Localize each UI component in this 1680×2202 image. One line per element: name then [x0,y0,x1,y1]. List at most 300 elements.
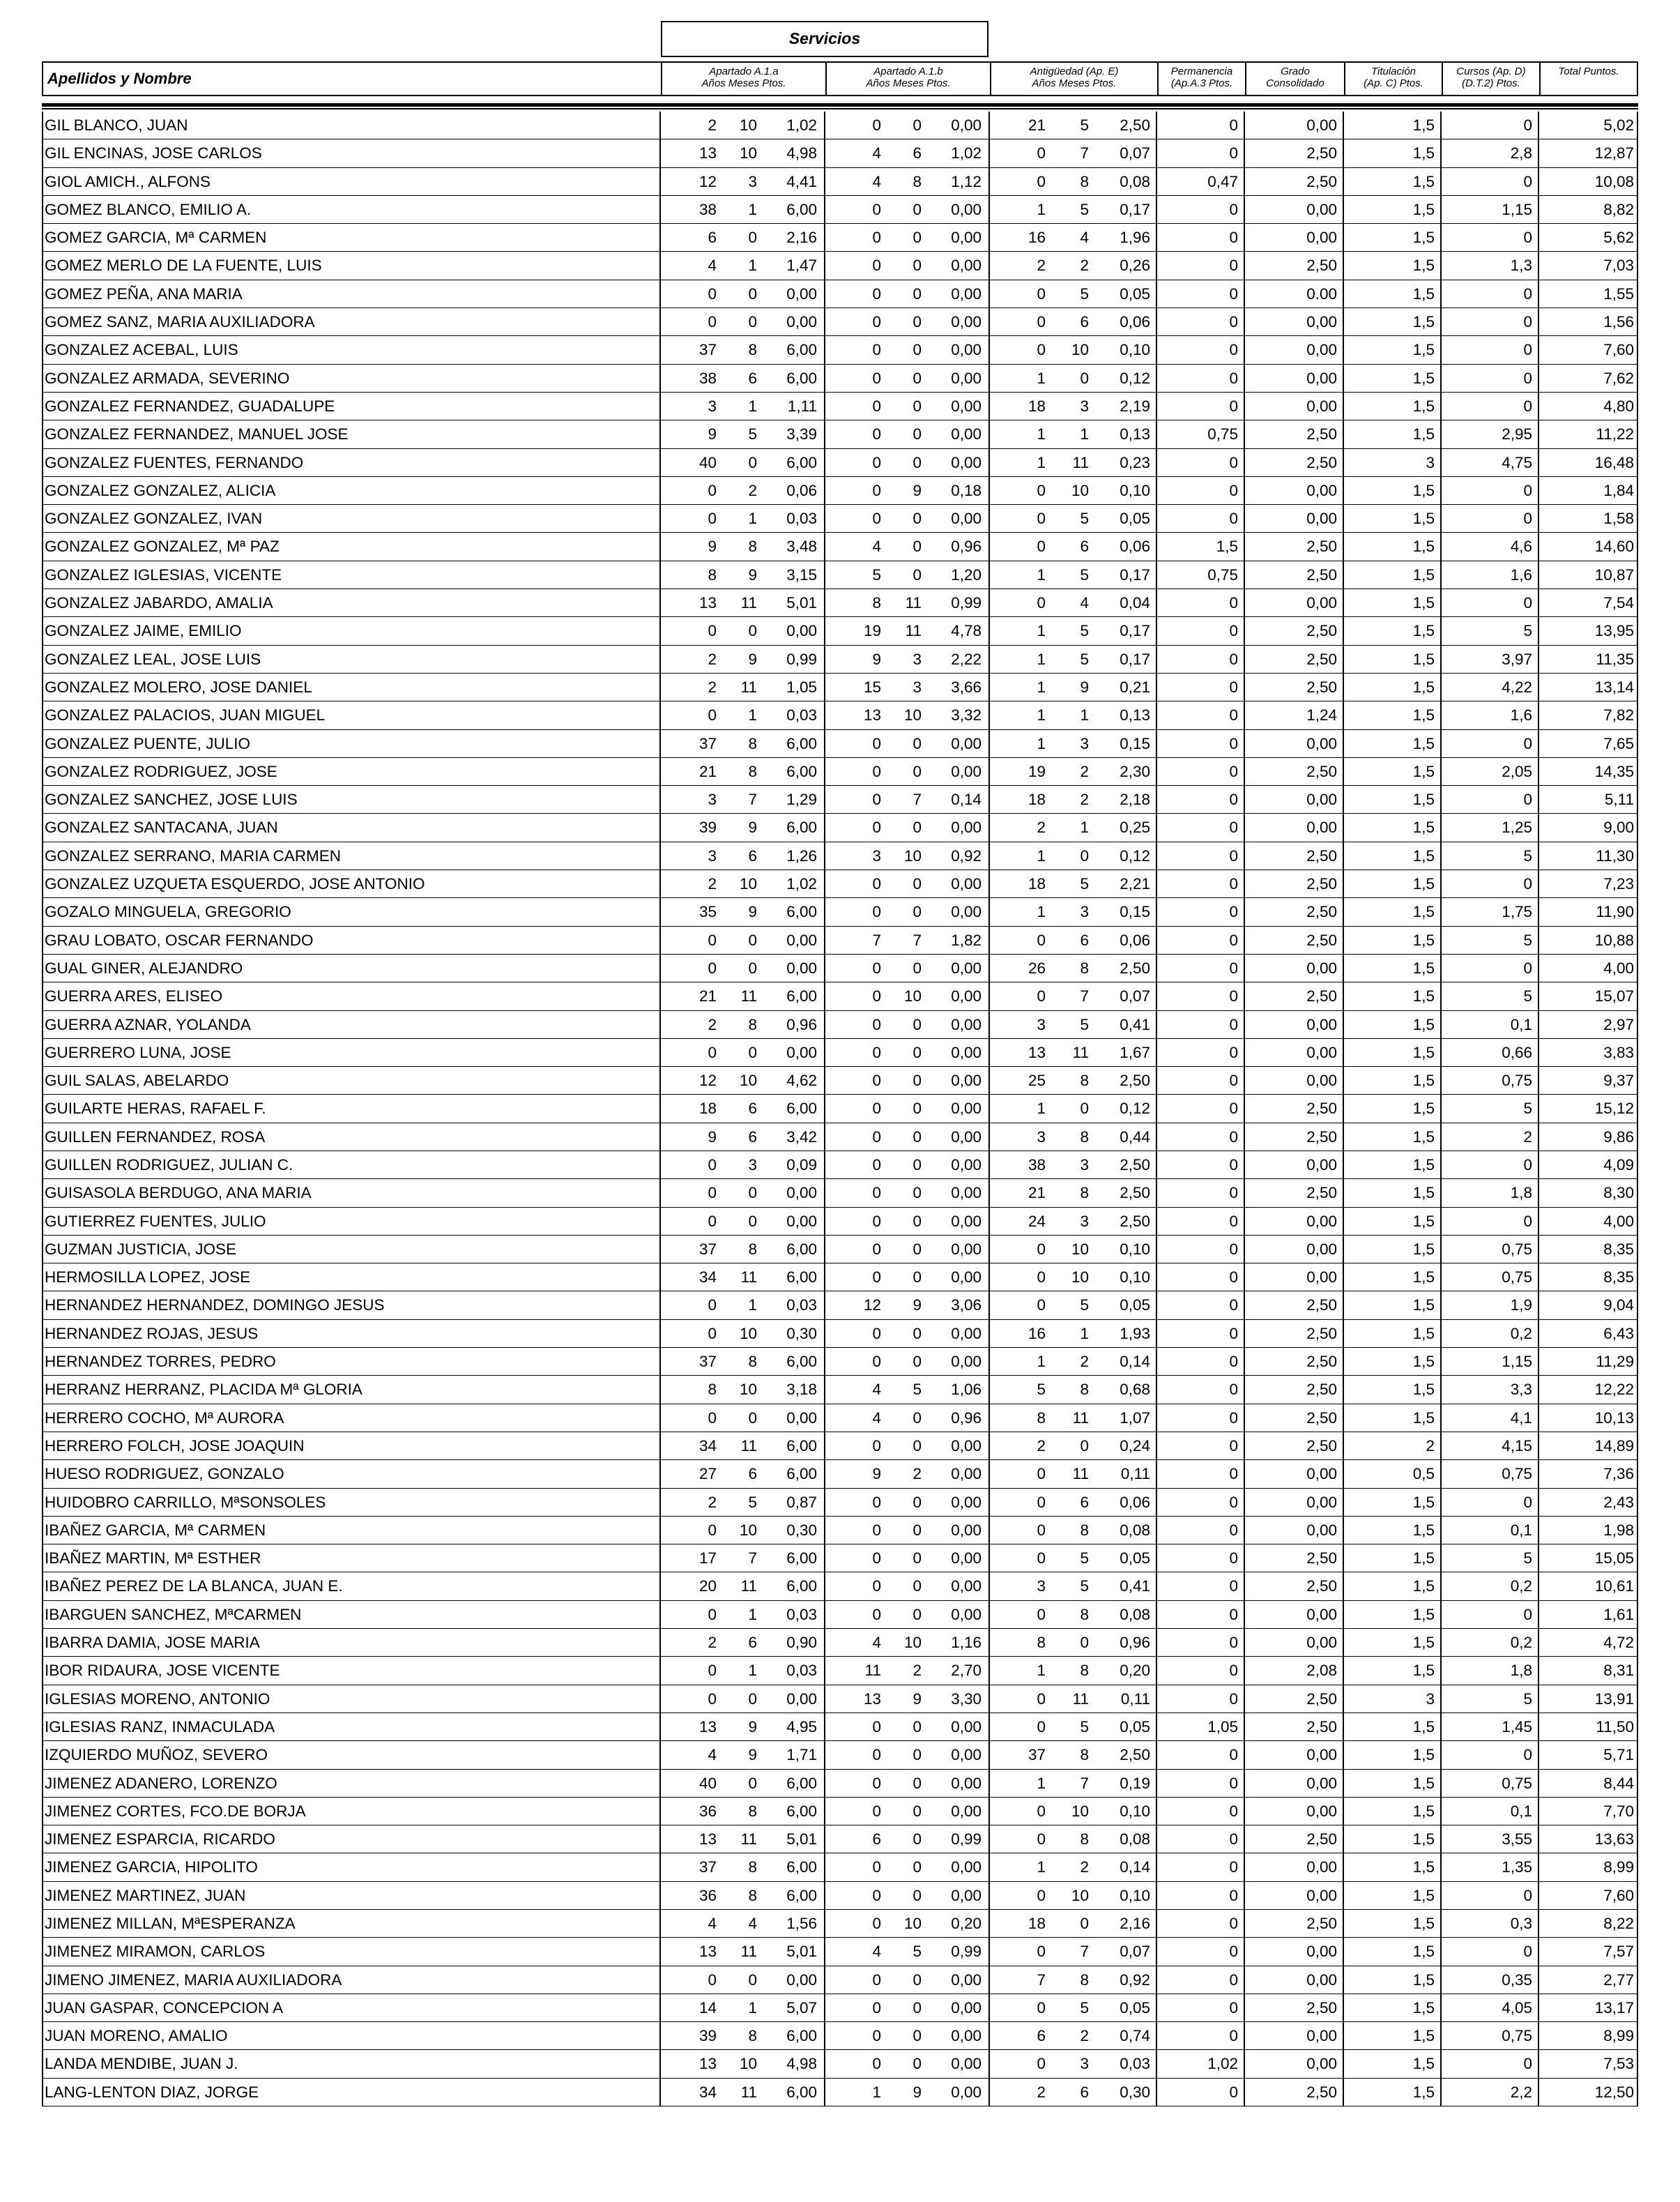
cell-cursos: 2,8 [1510,144,1532,162]
cell-a1b-months: 0 [912,1802,922,1820]
column-divider [1637,1629,1638,1656]
cell-grado: 2,50 [1306,172,1337,190]
cell-a1a-points: 5,01 [786,594,817,612]
table-row [42,1320,1638,1348]
cell-titulacion: 3 [1426,453,1435,471]
cell-a1a-points: 4,62 [786,1072,817,1090]
cell-a1b-years: 0 [872,1268,881,1286]
cell-titulacion: 1,5 [1412,172,1435,190]
cell-antig-years: 18 [1028,397,1046,415]
cell-total: 11,30 [1596,846,1634,865]
cell-grado: 0,00 [1306,200,1337,218]
cell-a1a-points: 1,05 [786,678,817,696]
table-row [42,1263,1638,1291]
cell-a1a-points: 6,00 [786,1268,817,1286]
table-row [42,674,1638,701]
cell-a1a-years: 0 [708,1324,717,1342]
cell-total: 1,84 [1603,481,1634,499]
cell-a1b-years: 0 [872,903,881,921]
cell-titulacion: 1,5 [1412,987,1435,1005]
cell-titulacion: 3 [1426,1690,1435,1708]
cell-antig-years: 6 [1037,2027,1046,2045]
cell-total: 12,22 [1594,1381,1634,1399]
column-divider [42,533,43,560]
column-divider [1637,420,1638,448]
table-row [42,505,1638,533]
cell-antig-years: 37 [1028,1746,1046,1764]
column-divider [42,280,43,307]
cell-permanencia: 0 [1229,1998,1238,2017]
cell-a1a-months: 8 [748,1353,757,1371]
table-row [42,1685,1638,1713]
cell-a1a-points: 5,01 [786,1943,817,1961]
col-header-total: Total Puntos. [1539,63,1637,95]
cell-cursos: 2,2 [1510,2083,1532,2101]
cell-a1b-years: 0 [872,1043,881,1061]
table-row [42,898,1638,926]
cell-antig-years: 0 [1037,1690,1046,1708]
cell-a1b-months: 0 [912,1212,922,1230]
cell-permanencia: 0 [1229,1240,1238,1258]
cell-name: IBARGUEN SANCHEZ, MªCARMEN [45,1605,302,1623]
cell-total: 11,90 [1596,903,1634,921]
cell-total: 8,22 [1603,1915,1634,1932]
cell-total: 4,72 [1603,1634,1634,1652]
column-divider [42,1039,43,1066]
cell-a1a-months: 0 [748,931,757,949]
cell-antig-points: 0,10 [1120,1268,1150,1286]
cell-antig-years: 13 [1028,1043,1046,1061]
cell-name: JIMENEZ GARCIA, HIPOLITO [45,1858,258,1876]
cell-a1b-years: 0 [872,1072,881,1090]
cell-total: 7,60 [1603,341,1634,359]
cell-antig-points: 0,11 [1120,1690,1150,1708]
cell-a1b-years: 4 [872,172,881,190]
cell-titulacion: 1,5 [1412,1268,1435,1286]
column-divider [1637,1291,1638,1319]
table-row [42,1938,1638,1966]
cell-a1a-points: 1,02 [786,875,817,893]
cell-total: 13,91 [1594,1690,1634,1708]
cell-a1a-points: 2,16 [786,229,817,247]
column-divider [1637,870,1638,897]
column-divider [42,1067,43,1094]
col-header-a1b: Apartado A.1.b Años Meses Ptos. [825,63,990,95]
cell-total: 14,60 [1594,538,1634,556]
cell-antig-years: 0 [1037,172,1046,190]
cell-antig-years: 0 [1037,1886,1046,1904]
cell-total: 7,60 [1603,1886,1634,1904]
cell-antig-points: 0,12 [1120,369,1150,387]
cell-a1a-points: 6,00 [786,1436,817,1455]
cell-permanencia: 0 [1229,875,1238,893]
cell-grado: 0,00 [1306,2055,1337,2073]
cell-total: 8,35 [1603,1240,1634,1258]
column-divider [42,1966,43,1994]
cell-grado: 2,50 [1306,987,1337,1005]
cell-a1a-points: 6,00 [786,734,817,752]
cell-a1a-points: 6,00 [786,1577,817,1595]
cell-permanencia: 0 [1229,1605,1238,1623]
cell-permanencia: 0 [1229,706,1238,724]
cell-antig-points: 0,06 [1120,931,1150,949]
cell-titulacion: 1,5 [1412,1127,1435,1146]
cell-a1b-points: 0,00 [951,1155,982,1174]
cell-permanencia: 0 [1229,341,1238,359]
column-divider [42,1798,43,1825]
table-row [42,870,1638,898]
cell-antig-years: 2 [1037,1436,1046,1455]
column-divider [1637,1039,1638,1066]
column-divider [1637,1770,1638,1797]
cell-titulacion: 1,5 [1412,481,1435,499]
cell-a1b-months: 0 [912,2027,922,2045]
cell-name: JUAN GASPAR, CONCEPCION A [45,1998,284,2017]
cell-a1a-points: 0,00 [786,1043,817,1061]
cell-a1b-months: 0 [912,1549,922,1567]
column-divider [42,1348,43,1375]
table-row [42,842,1638,870]
cell-total: 15,07 [1594,987,1634,1005]
column-divider [1637,1208,1638,1235]
column-divider [1637,112,1638,139]
cell-total: 7,65 [1603,734,1634,752]
cell-a1a-points: 1,71 [786,1746,817,1764]
table-row [42,1489,1638,1517]
cell-permanencia: 0 [1229,1353,1238,1371]
cell-antig-months: 3 [1080,903,1089,921]
column-divider [1637,701,1638,729]
cell-antig-points: 0,14 [1120,1858,1150,1876]
cell-total: 9,37 [1603,1072,1634,1090]
cell-a1a-points: 4,98 [786,2055,817,2073]
cell-a1a-years: 2 [708,1493,717,1511]
table-row [42,1544,1638,1572]
table-row [42,1657,1638,1685]
cell-a1b-points: 0,00 [951,734,982,752]
cell-a1b-months: 0 [912,1072,922,1090]
cell-a1b-months: 0 [912,200,922,218]
column-divider [1637,308,1638,335]
cell-a1b-points: 0,00 [951,987,982,1005]
cell-antig-years: 1 [1037,200,1046,218]
cell-a1b-months: 8 [912,172,922,190]
cell-titulacion: 1,5 [1412,1521,1435,1539]
cell-antig-months: 8 [1080,1072,1089,1090]
cell-antig-years: 0 [1037,1465,1046,1483]
cell-titulacion: 1,5 [1412,1886,1435,1904]
cell-a1a-years: 38 [698,200,717,218]
cell-a1a-months: 11 [740,678,757,696]
cell-titulacion: 1,5 [1412,2055,1435,2073]
cell-a1a-years: 0 [708,1605,717,1623]
header-rule-thin [42,108,1638,109]
cell-a1b-years: 0 [872,257,881,275]
column-divider [1637,589,1638,616]
cell-permanencia: 0 [1229,1436,1238,1455]
cell-a1a-years: 9 [708,538,717,556]
cell-antig-months: 8 [1080,1127,1089,1146]
cell-a1b-months: 10 [903,1915,922,1932]
column-divider [42,898,43,925]
cell-name: JIMENEZ ADANERO, LORENZO [45,1774,277,1792]
cell-antig-months: 8 [1080,1605,1089,1623]
cell-antig-points: 0,30 [1120,2083,1150,2101]
cell-grado: 2,50 [1306,144,1337,162]
cell-antig-months: 3 [1080,2055,1089,2073]
cell-antig-years: 1 [1037,650,1046,668]
table-row [42,224,1638,252]
cell-titulacion: 1,5 [1412,1493,1435,1511]
col-header-grado: Grado Consolidado [1245,63,1344,95]
cell-antig-points: 0,17 [1120,650,1150,668]
cell-a1a-points: 0,99 [786,650,817,668]
cell-antig-points: 0,20 [1120,1662,1150,1680]
cell-antig-points: 0,05 [1120,1998,1150,2017]
cell-permanencia: 0 [1229,931,1238,949]
cell-permanencia: 0 [1229,622,1238,640]
cell-name: GUIL SALAS, ABELARDO [45,1072,229,1090]
column-divider [1637,1544,1638,1572]
cell-a1a-years: 37 [698,1858,717,1876]
cell-grado: 1,24 [1306,706,1337,724]
cell-name: IBAÑEZ MARTIN, Mª ESTHER [45,1549,261,1567]
cell-cursos: 1,6 [1510,565,1532,584]
cell-a1b-months: 0 [912,734,922,752]
cell-a1b-years: 12 [863,1296,881,1314]
column-divider [42,1657,43,1684]
cell-name: GONZALEZ IGLESIAS, VICENTE [45,565,282,584]
cell-permanencia: 0 [1229,1521,1238,1539]
table-row [42,1825,1638,1853]
cell-a1a-months: 9 [748,1717,757,1736]
cell-a1b-points: 1,12 [951,172,982,190]
column-divider [42,112,43,139]
cell-a1a-points: 6,00 [786,1802,817,1820]
cell-a1a-years: 0 [708,706,717,724]
cell-a1b-years: 0 [872,1127,881,1146]
cell-permanencia: 0 [1229,678,1238,696]
cell-a1b-points: 0,00 [951,425,982,443]
cell-antig-months: 11 [1072,1408,1089,1427]
cell-cursos: 0 [1523,341,1532,359]
cell-total: 11,35 [1596,650,1634,668]
cell-a1b-points: 0,00 [951,2027,982,2045]
cell-cursos: 0,35 [1502,1971,1532,1989]
col-header-cursos: Cursos (Ap. D) (D.T.2) Ptos. [1442,63,1539,95]
cell-name: GOZALO MINGUELA, GREGORIO [45,903,291,921]
cell-total: 13,14 [1594,678,1634,696]
cell-a1a-months: 8 [748,1015,757,1033]
cell-titulacion: 1,5 [1412,959,1435,977]
cell-grado: 2,08 [1306,1662,1337,1680]
cell-antig-months: 4 [1080,594,1089,612]
table-row [42,786,1638,814]
cell-titulacion: 1,5 [1412,875,1435,893]
cell-antig-months: 5 [1080,875,1089,893]
cell-total: 8,99 [1603,2027,1634,2045]
cell-a1a-months: 11 [740,594,757,612]
cell-antig-years: 1 [1037,1774,1046,1792]
cell-antig-years: 1 [1037,734,1046,752]
cell-a1a-points: 0,00 [786,959,817,977]
cell-antig-points: 0,11 [1120,1465,1150,1483]
cell-permanencia: 0 [1229,481,1238,499]
column-divider [42,1910,43,1937]
cell-antig-points: 0,10 [1120,341,1150,359]
cell-titulacion: 1,5 [1412,1353,1435,1371]
cell-name: IGLESIAS MORENO, ANTONIO [45,1690,270,1708]
cell-a1a-years: 34 [698,1436,717,1455]
cell-grado: 2,50 [1306,1436,1337,1455]
cell-name: GUILARTE HERAS, RAFAEL F. [45,1100,266,1118]
cell-cursos: 0 [1523,2055,1532,2073]
cell-a1a-points: 0,00 [786,1212,817,1230]
column-divider [42,420,43,448]
cell-a1a-years: 2 [708,1634,717,1652]
cell-antig-points: 0,10 [1120,1886,1150,1904]
column-divider [42,1095,43,1122]
cell-a1a-months: 10 [739,875,757,893]
cell-antig-months: 10 [1071,1886,1089,1904]
cell-permanencia: 0 [1229,144,1238,162]
cell-a1b-months: 6 [912,144,922,162]
cell-antig-years: 8 [1037,1408,1046,1427]
column-divider [1637,1798,1638,1825]
cell-cursos: 0 [1523,1493,1532,1511]
cell-a1a-months: 9 [748,819,757,837]
cell-titulacion: 1,5 [1412,1662,1435,1680]
cell-antig-months: 0 [1080,846,1089,865]
cell-titulacion: 1,5 [1412,1971,1435,1989]
cell-permanencia: 0 [1229,650,1238,668]
cell-antig-months: 5 [1080,650,1089,668]
cell-a1a-points: 0,03 [786,1662,817,1680]
column-divider [1637,1853,1638,1881]
cell-a1b-points: 0,00 [951,1072,982,1090]
column-divider [42,2050,43,2077]
cell-a1a-points: 0,90 [786,1634,817,1652]
table-row [42,1910,1638,1938]
cell-a1a-months: 6 [748,1465,757,1483]
cell-antig-points: 0,05 [1120,284,1150,303]
cell-grado: 0,00 [1306,510,1337,528]
cell-titulacion: 1,5 [1412,1605,1435,1623]
cell-antig-points: 0,05 [1120,1549,1150,1567]
cell-a1a-points: 1,11 [787,397,817,415]
cell-grado: 0,00 [1306,1943,1337,1961]
cell-a1b-months: 0 [912,1155,922,1174]
column-divider [42,1320,43,1347]
cell-cursos: 1,3 [1510,257,1532,275]
table-row [42,1348,1638,1376]
cell-antig-years: 16 [1028,229,1046,247]
table-row [42,112,1638,139]
cell-a1a-years: 13 [698,144,717,162]
cell-antig-points: 0,12 [1120,846,1150,865]
col-header-antiguedad: Antigüedad (Ap. E) Años Meses Ptos. [990,63,1157,95]
cell-antig-years: 21 [1028,1184,1046,1202]
cell-titulacion: 1,5 [1412,1802,1435,1820]
cell-permanencia: 0 [1229,987,1238,1005]
cell-a1b-years: 0 [872,425,881,443]
cell-a1b-years: 0 [872,1155,881,1174]
cell-a1a-years: 3 [708,397,717,415]
column-divider [1637,2022,1638,2049]
cell-antig-years: 0 [1037,1998,1046,2017]
cell-name: GOMEZ MERLO DE LA FUENTE, LUIS [45,257,322,275]
cell-a1a-points: 0,87 [786,1493,817,1511]
cell-a1a-months: 1 [748,706,757,724]
table-row [42,1095,1638,1123]
cell-a1b-years: 0 [872,453,881,471]
cell-a1b-points: 0,00 [951,1802,982,1820]
column-divider [42,1151,43,1178]
cell-permanencia: 0 [1229,1324,1238,1342]
cell-a1a-months: 0 [748,622,757,640]
cell-a1b-years: 15 [863,678,881,696]
cell-a1b-months: 0 [912,229,922,247]
table-row [42,1741,1638,1769]
table-row [42,252,1638,280]
cell-titulacion: 1,5 [1412,1549,1435,1567]
cell-cursos: 1,8 [1510,1184,1532,1202]
cell-antig-months: 2 [1080,1858,1089,1876]
cell-a1b-years: 0 [872,1998,881,2017]
cell-cursos: 0 [1523,313,1532,331]
cell-antig-years: 24 [1028,1212,1046,1230]
cell-titulacion: 1,5 [1412,313,1435,331]
cell-antig-points: 0,19 [1120,1774,1150,1792]
cell-permanencia: 0 [1229,1465,1238,1483]
cell-a1a-months: 0 [748,1971,757,1989]
cell-a1a-points: 3,15 [786,565,817,584]
cell-a1a-months: 9 [748,1746,757,1764]
cell-permanencia: 0 [1229,284,1238,303]
column-header-row [42,61,1638,96]
cell-total: 14,35 [1594,762,1634,780]
cell-total: 10,08 [1594,172,1634,190]
cell-a1a-months: 0 [748,313,757,331]
cell-a1b-months: 9 [912,1690,922,1708]
cell-a1b-years: 0 [872,397,881,415]
cell-cursos: 4,05 [1502,1998,1532,2017]
column-divider [1637,1825,1638,1853]
cell-total: 9,04 [1603,1296,1634,1314]
cell-antig-months: 0 [1080,1634,1089,1652]
cell-a1a-points: 0,03 [786,510,817,528]
cell-a1b-months: 0 [912,1127,922,1146]
cell-a1a-years: 40 [698,1774,717,1792]
column-divider [1637,982,1638,1010]
cell-a1b-months: 9 [912,1296,922,1314]
cell-antig-years: 18 [1028,1915,1046,1932]
cell-antig-months: 5 [1080,510,1089,528]
cell-cursos: 0 [1523,1212,1532,1230]
cell-a1b-points: 3,30 [951,1690,982,1708]
cell-permanencia: 0 [1229,1268,1238,1286]
cell-antig-points: 0,04 [1120,594,1150,612]
cell-a1a-months: 8 [748,341,757,359]
cell-grado: 0,00 [1306,734,1337,752]
cell-cursos: 0 [1523,594,1532,612]
column-divider [42,870,43,897]
cell-a1a-years: 37 [698,341,717,359]
cell-name: GONZALEZ ACEBAL, LUIS [45,341,238,359]
cell-permanencia: 0 [1229,397,1238,415]
cell-a1b-months: 0 [912,1240,922,1258]
table-row [42,814,1638,842]
